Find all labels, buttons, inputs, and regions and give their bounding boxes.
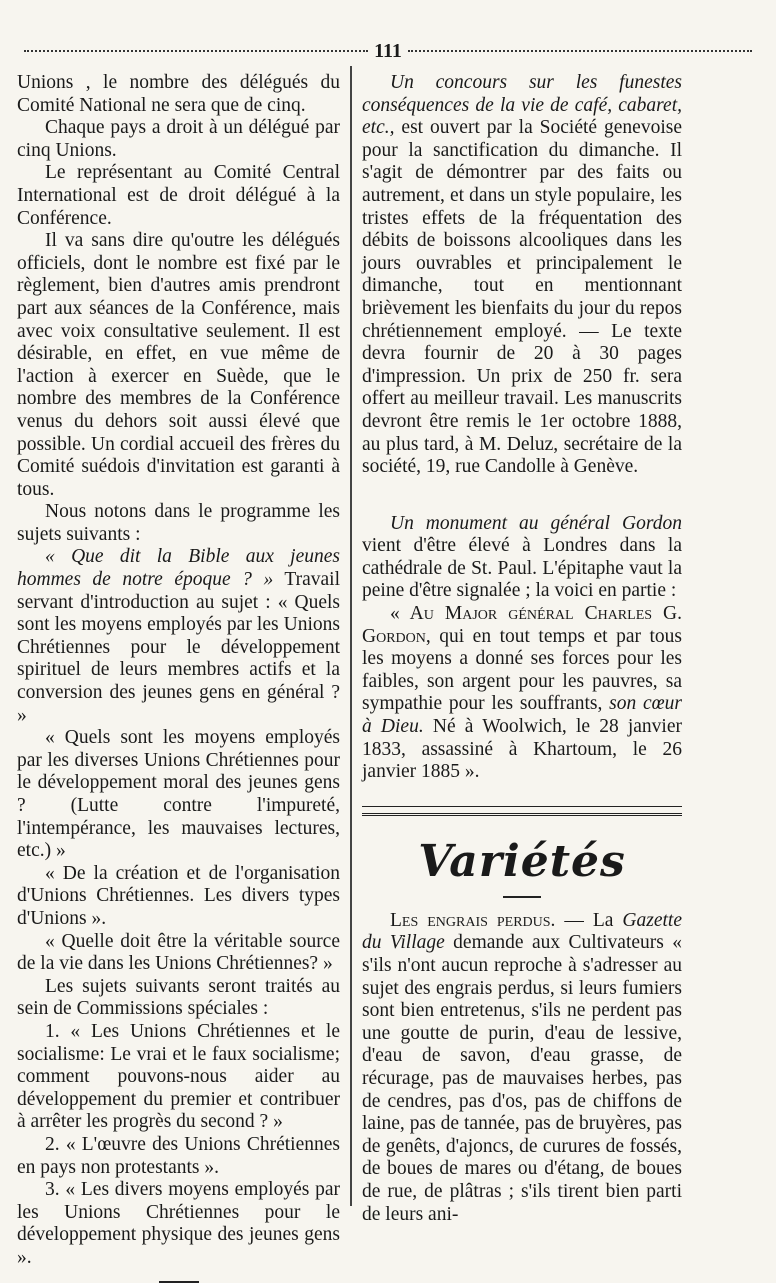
paragraph-engrais [362, 910, 682, 1226]
bible-rest: Travail servant d'introduction au sujet : « Quels sont les moyens employés par les Unions Chrétiennes pour le développement spirituel de leurs membres actifs et la conversion des jeunes gens en général ? » [17, 569, 341, 726]
paragraph-source: « Quelle doit être la véritable source de la vie dans les Unions Chrétiennes? » [17, 930, 340, 975]
paragraph-creation: « De la création et de l'organisation d'Unions Chrétiennes. Les divers types d'Unions ». [17, 862, 340, 929]
concours-rest: est ouvert par la Société genevoise pour la sanctification du dimanche. Il s'agit de démontrer par des faits ou autrement, et dans un style populaire, les tristes effets de la fréquentation des débits de boissons alcooliques dans les jours ouvrables et principalement le dimanche, tout en mentionnant brièvement les bienfaits du jour du repos chrétiennement employé. — Le texte devra fournir de 20 à 30 pages d'impression. Un prix de 250 fr. sera offert au meilleur travail. Les manuscrits devront être remis le 1er octobre 1888, au plus tard, à M. Deluz, secrétaire de la société, 19, rue Candolle à Genève. [362, 117, 682, 478]
epitaph-rest-1: , qui en tout temps et par tous les moyens a donné ses forces pour les faibles, son argent pour les pauvres, sa sympathie pour les souffrants, [362, 625, 682, 715]
epitaph-lead: « Au Major général Charles G. Gordon [362, 603, 682, 647]
engrais-rest: demande aux Cultivateurs « s'ils n'ont aucun reproche à s'adresser au sujet des engrais perdus, si leurs fumiers sont bien entretenus, s'ils ne perdent pas une goutte de purin, d'eau de lessive, d'eau de savon, d'eau grasse, de récurage, pas de mauvaises herbes, pas de cendres, pas d'os, pas de chiffons de laine, pas de tannée, pas de bruyères, pas de genêts, d'ajoncs, de curures de fossés, de boues de mares ou d'étang, de boues de rue, de plâtras ; s'ils tirent bien parti de leurs ani- [362, 932, 683, 1225]
paragraph-programme: Nous notons dans le programme les sujets suivants : [17, 501, 340, 545]
header-rule-left [24, 50, 368, 52]
section-title-varietes: Variétés [418, 835, 626, 887]
paragraph-item-3: 3. « Les divers moyens employés par les Unions Chrétiennes pour le développement physique des jeunes gens ». [17, 1179, 340, 1268]
column-divider [350, 66, 352, 1206]
left-column [17, 72, 340, 1283]
page-number: 111 [374, 39, 402, 62]
paragraph-unions: Unions , le nombre des délégués du Comité National ne sera que de cinq. [17, 72, 340, 116]
gordon-rest: vient d'être élevé à Londres dans la cathédrale de St. Paul. L'épitaphe vaut la peine d'être signalée ; la voici en partie : [362, 535, 682, 602]
paragraph-epitaph [362, 603, 682, 784]
paragraph-bible [17, 546, 340, 727]
engrais-dash: — La [555, 909, 623, 931]
paragraph-item-2: 2. « L'œuvre des Unions Chrétiennes en pays non protestants ». [17, 1133, 340, 1178]
epitaph-rest-2: Né à Woolwich, le 28 janvier 1833, assassiné à Khartoum, le 26 janvier 1885 ». [362, 716, 683, 783]
paragraph-moyens: « Quels sont les moyens employés par les diverses Unions Chrétiennes pour le développement moral des jeunes gens ? (Lutte contre l'impureté, l'intempérance, les mauvaises lectures, etc.) » [17, 727, 340, 862]
section-separator [362, 806, 682, 816]
engrais-lead: Les engrais perdus. [390, 909, 556, 931]
engrais-source: Gazette du Village [362, 909, 682, 954]
paragraph-pays: Chaque pays a droit à un délégué par cinq Unions. [17, 117, 340, 161]
paragraph-commissions: Les sujets suivants seront traités au sein de Commissions spéciales : [17, 975, 340, 1020]
page-header [18, 40, 758, 62]
section-gap [362, 479, 682, 513]
title-underline [503, 896, 541, 898]
paragraph-delegues: Il va sans dire qu'outre les délégués officiels, dont le nombre est fixé par le règlement, bien d'autres amis prendront part aux séances de la Conférence, mais avec voix consultative seulement. Il est désirable, en effet, en vue même de l'action à exercer en Suède, que le nombre des membres de la Conférence venus du dehors soit aussi élevé que possible. Un cordial accueil des frères du Comité suédois d'invitation est garanti à tous. [17, 230, 340, 500]
header-rule-right [408, 50, 752, 52]
epitaph-italic: son cœur à Dieu. [362, 693, 682, 738]
gordon-lead: Un monument au général Gordon [390, 512, 682, 534]
paragraph-concours [362, 72, 682, 479]
paragraph-representant: Le représentant au Comité Central International est de droit délégué à la Conférence. [17, 162, 340, 229]
paragraph-item-1: 1. « Les Unions Chrétiennes et le socialisme: Le vrai et le faux socialisme; comment pouvons-nous aider au développement du premier et contribuer à arrêter les progrès du second ? » [17, 1020, 340, 1133]
right-column [362, 72, 682, 1226]
bible-question: « Que dit la Bible aux jeunes hommes de notre époque ? » [17, 546, 340, 591]
concours-lead: Un concours sur les funestes conséquences de la vie de café, cabaret, etc., [362, 72, 682, 139]
paragraph-gordon [362, 513, 682, 603]
